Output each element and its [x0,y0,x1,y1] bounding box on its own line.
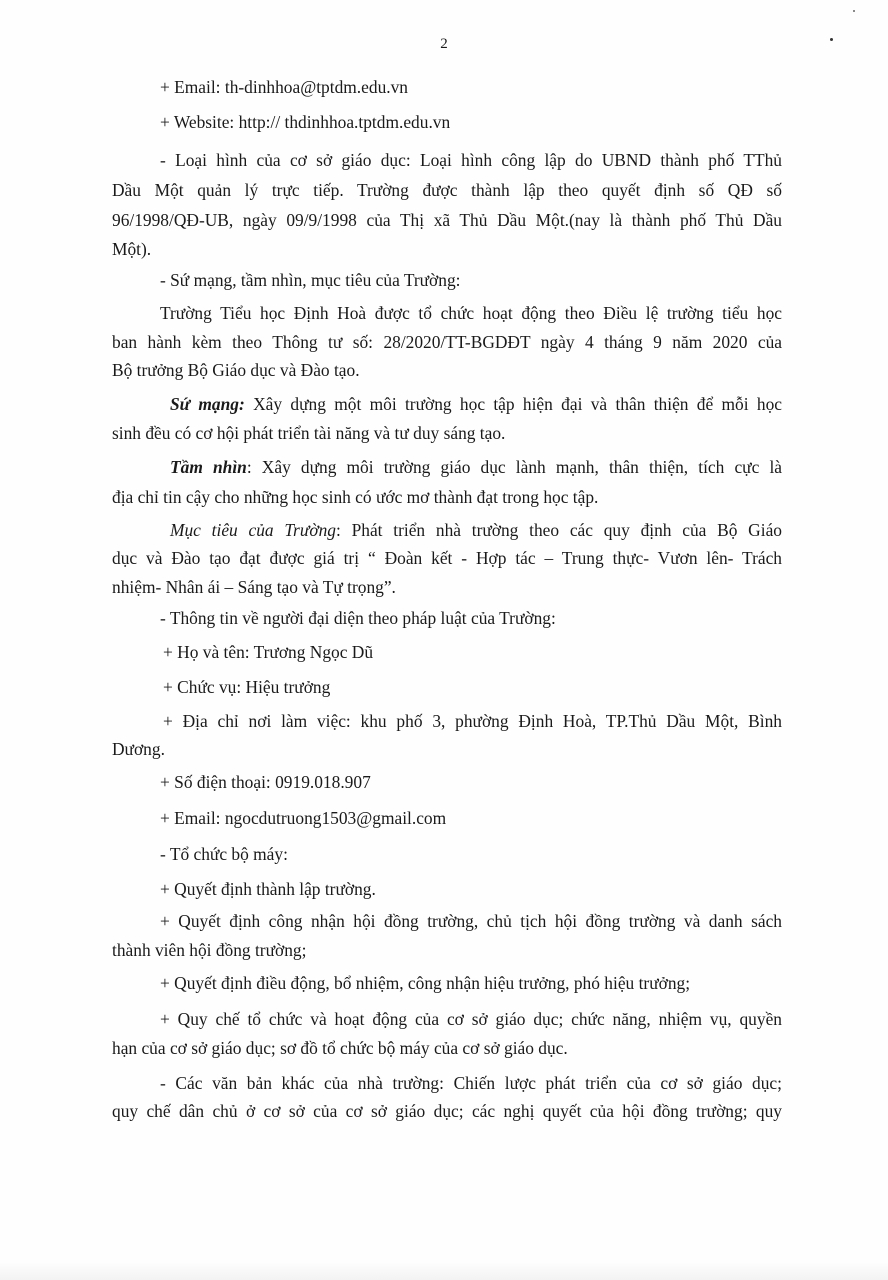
organization-item: + Quyết định công nhận hội đồng trường, chủ tịch hội đồng trường và danh sách [160,911,782,931]
representative-phone: + Số điện thoại: 0919.018.907 [160,772,371,792]
vision-line: địa chỉ tin cậy cho những học sinh có ước mơ thành đạt trong học tập. [112,487,599,507]
contact-email-line: + Email: th-dinhhoa@tptdm.edu.vn [160,77,409,97]
page-number: 2 [440,36,448,52]
representative-address: + Địa chỉ nơi làm việc: khu phố 3, phường Định Hoà, TP.Thủ Dầu Một, Bình [163,711,782,731]
goals-text: : Phát triển nhà trường theo các quy định của Bộ Giáo [336,520,782,540]
mission-line: sinh đều có cơ hội phát triển tài năng và tư duy sáng tạo. [112,423,506,443]
organization-item: hạn của cơ sở giáo dục; sơ đồ tổ chức bộ máy của cơ sở giáo dục. [112,1038,568,1058]
other-documents-line: quy chế dân chủ ở cơ sở của cơ sở giáo dục; các nghị quyết của hội đồng trường; quy [112,1101,782,1121]
school-type-line: Một). [112,239,152,259]
school-type-line: - Loại hình của cơ sở giáo dục: Loại hình công lập do UBND thành phố TThủ [160,150,782,170]
representative-heading: - Thông tin về người đại diện theo pháp luật của Trường: [160,608,556,628]
representative-address: Dương. [112,739,165,759]
organization-item: thành viên hội đồng trường; [112,940,307,960]
mission-line [170,389,782,420]
charter-paragraph-line: Bộ trưởng Bộ Giáo dục và Đào tạo. [112,360,360,380]
mission-heading: - Sứ mạng, tầm nhìn, mục tiêu của Trường: [160,270,461,290]
vision-line [170,452,782,483]
representative-name: + Họ và tên: Trương Ngọc Dũ [163,642,374,662]
mission-label: Sứ mạng: [170,394,245,414]
goals-line: dục và Đào tạo đạt được giá trị “ Đoàn kết - Hợp tác – Trung thực- Vươn lên- Trách [112,548,782,568]
scan-speck [853,10,855,12]
organization-heading: - Tổ chức bộ máy: [160,844,288,864]
mission-text: Xây dựng một môi trường học tập hiện đại và thân thiện để mỗi học [253,394,783,414]
goals-line [170,515,782,546]
charter-paragraph-line: ban hành kèm theo Thông tư số: 28/2020/TT-BGDĐT ngày 4 tháng 9 năm 2020 của [112,332,782,352]
goals-line: nhiệm- Nhân ái – Sáng tạo và Tự trọng”. [112,577,396,597]
organization-item: + Quyết định thành lập trường. [160,879,376,899]
representative-position: + Chức vụ: Hiệu trưởng [163,677,331,697]
school-type-line: 96/1998/QĐ-UB, ngày 09/9/1998 của Thị xã Thủ Dầu Một.(nay là thành phố Thủ Dầu [112,210,782,230]
scan-edge [0,1262,888,1280]
other-documents-line: - Các văn bản khác của nhà trường: Chiến lược phát triển của cơ sở giáo dục; [160,1073,782,1093]
representative-email: + Email: ngocdutruong1503@gmail.com [160,808,447,828]
organization-item: + Quyết định điều động, bổ nhiệm, công nhận hiệu trưởng, phó hiệu trưởng; [160,973,691,993]
vision-text: : Xây dựng môi trường giáo dục lành mạnh, thân thiện, tích cực là [246,457,782,477]
vision-label: Tầm nhìn [170,457,247,477]
charter-paragraph-line: Trường Tiểu học Định Hoà được tổ chức hoạt động theo Điều lệ trường tiểu học [160,303,782,323]
organization-item: + Quy chế tổ chức và hoạt động của cơ sở giáo dục; chức năng, nhiệm vụ, quyền [160,1009,782,1029]
contact-website-line: + Website: http:// thdinhhoa.tptdm.edu.vn [160,112,451,132]
goals-label: Mục tiêu của Trường [170,520,336,540]
school-type-line: Dầu Một quản lý trực tiếp. Trường được thành lập theo quyết định số QĐ số [112,180,782,200]
